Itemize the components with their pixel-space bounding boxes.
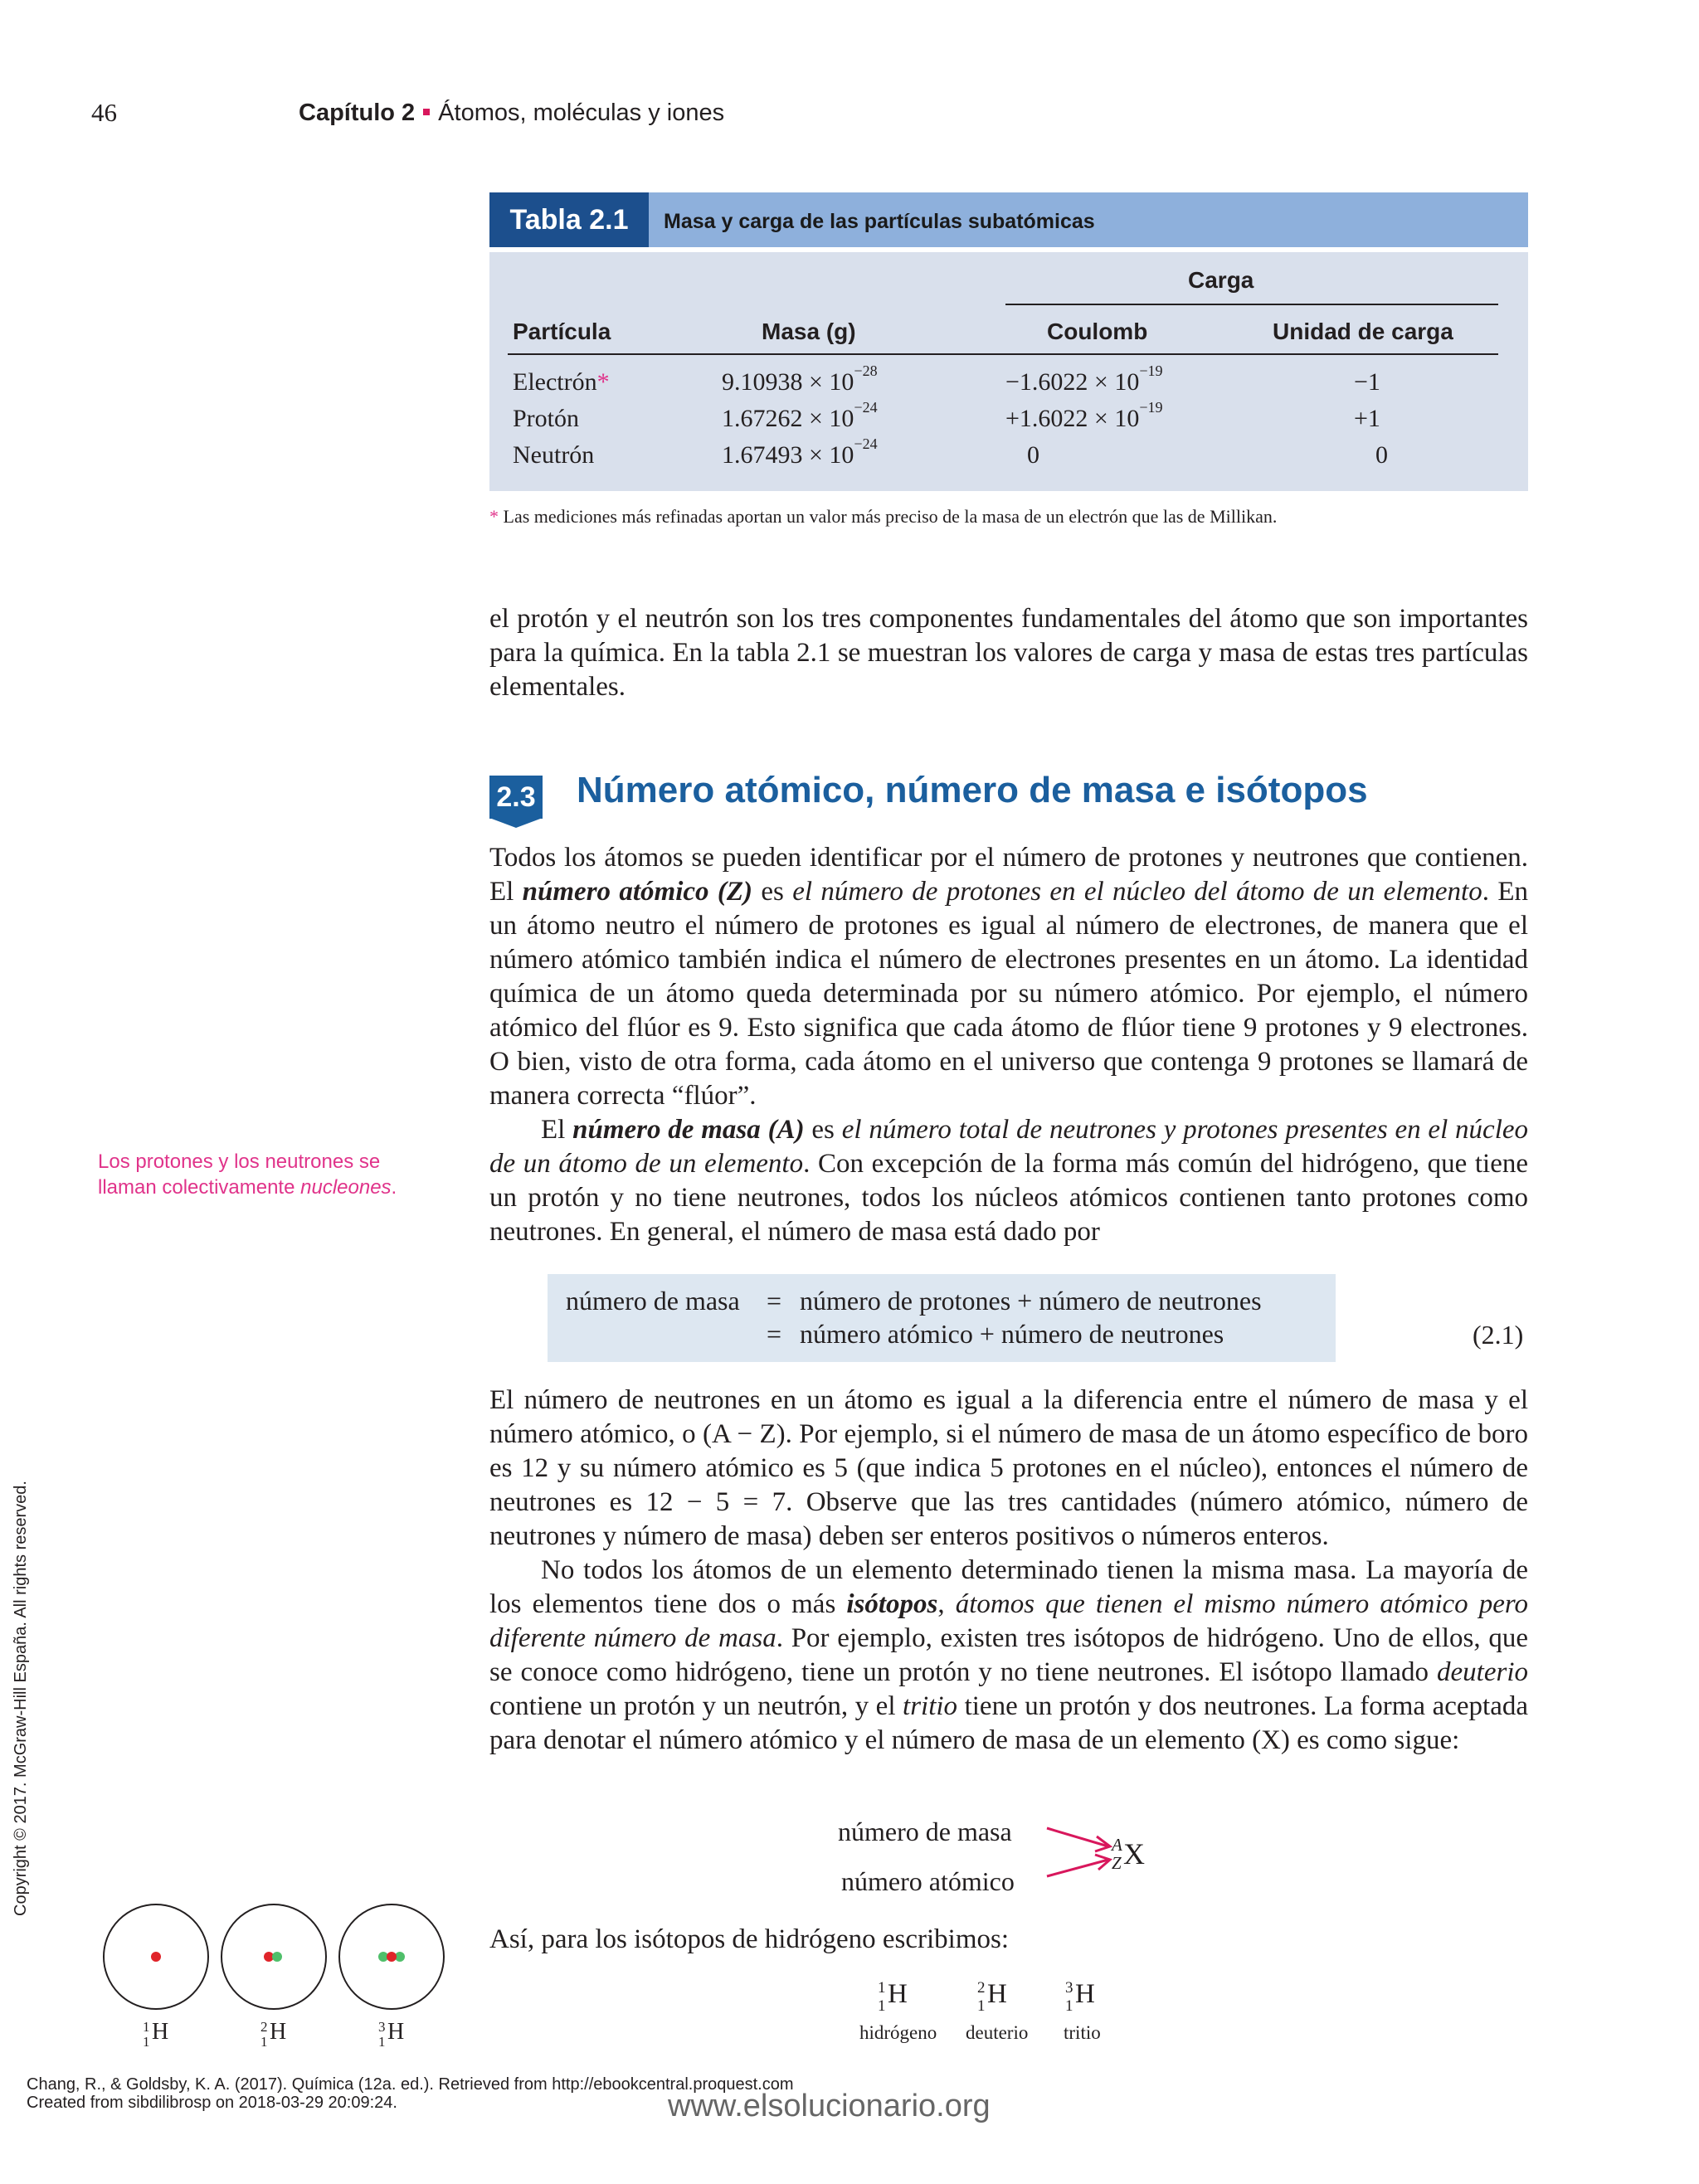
- isotope-name-tritium: tritio: [1064, 2022, 1101, 2043]
- intro-paragraph: el protón y el neutrón son los tres componentes fundamentales del átomo que son importantes para la química. En la tabla 2.1 se muestran los valores de carga y masa de estas tres partículas elementales.: [489, 604, 1528, 702]
- col-header-particle: Partícula: [513, 319, 611, 344]
- paragraph-atomic-number: Todos los átomos se pueden identificar por el número de protones y neutrones que contienen. El número atómico (Z) es el número de protones en el núcleo del átomo de un elemento. En un átomo neutro el número de protones es igual al número de electrones, de manera que el número atómico también indica el número de electrones presentes en un átomo. La identidad química de un átomo queda determinada por su número atómico. Por ejemplo, el número atómico del flúor es 9. Esto significa que cada átomo de flúor tiene 9 protones y 9 electrones. O bien, visto de otra forma, cada átomo en el universo que contenga 9 protones se llamará de manera correcta “flúor”.: [489, 843, 1528, 1111]
- section-title: Número atómico, número de masa e isótopos: [577, 770, 1368, 810]
- table-cell-mass: 9.10938 × 10−28: [722, 362, 878, 396]
- isotope-name-deuterium: deuterio: [966, 2022, 1029, 2043]
- table-footnote: * Las mediciones más refinadas aportan un valor más preciso de la masa de un electrón que las de Millikan.: [489, 506, 1278, 527]
- chapter-title: Átomos, moléculas y iones: [438, 100, 725, 126]
- col-header-mass: Masa (g): [762, 319, 856, 344]
- section-number-badge: 2.3: [489, 776, 543, 819]
- copyright-notice: Copyright © 2017. McGraw-Hill España. All rights reserved.: [12, 1481, 30, 1916]
- notation-subscript: Z: [1112, 1853, 1122, 1873]
- table-cell-particle: Neutrón: [513, 441, 595, 469]
- table-cell-particle: Protón: [513, 405, 580, 432]
- table-cell-unit: +1: [1354, 405, 1380, 432]
- notation-atomic-label: número atómico: [841, 1866, 1015, 1896]
- paragraph-isotope-intro: Así, para los isótopos de hidrógeno escribimos:: [489, 1924, 1010, 1954]
- table-group-rule: [1005, 304, 1498, 305]
- col-header-coulomb: Coulomb: [1047, 319, 1148, 344]
- col-header-unit: Unidad de carga: [1273, 319, 1453, 344]
- isotope-name-hydrogen: hidrógeno: [859, 2022, 937, 2043]
- equation-number: (2.1): [1473, 1320, 1524, 1350]
- chapter-label: Capítulo 2: [299, 100, 416, 126]
- equation-equals-2: =: [767, 1319, 782, 1349]
- table-title: Masa y carga de las partículas subatómicas: [664, 210, 1095, 233]
- margin-note: Los protones y los neutrones se llaman colectivamente nucleones.: [98, 1150, 397, 1199]
- table-cell-particle: Electrón*: [513, 368, 610, 396]
- equation-line-1: número de protones + número de neutrones: [800, 1286, 1262, 1316]
- watermark: www.elsolucionario.org: [668, 2089, 991, 2123]
- table-cell-coulomb: 0: [1027, 441, 1039, 469]
- bullet-square-icon: [423, 109, 430, 115]
- table-cell-unit: 0: [1375, 441, 1388, 469]
- proton-dot: [151, 1952, 161, 1962]
- source-line-1: Chang, R., & Goldsby, K. A. (2017). Química (12a. ed.). Retrieved from http://ebookcentral.proquest.com: [27, 2075, 794, 2094]
- equation-lhs: número de masa: [566, 1286, 740, 1316]
- atom-diagram-tritium: [338, 1904, 445, 2010]
- equation-line-2: número atómico + número de neutrones: [800, 1319, 1224, 1349]
- table-header-rule: [508, 353, 1498, 355]
- atom-diagram-hydrogen: [103, 1904, 209, 2010]
- paragraph-neutrons: El número de neutrones en un átomo es igual a la diferencia entre el número de masa y el número atómico, o (A − Z). Por ejemplo, si el número de masa de un átomo específico de boro es 12 y su número atómico es 5 (que indica 5 protones en el núcleo), entonces el número de neutrones es 12 − 5 = 7. Observe que las tres cantidades (número atómico, número de neutrones y número de masa) deben ser enteros positivos o números enteros.: [489, 1385, 1528, 1551]
- equation-equals-1: =: [767, 1286, 782, 1316]
- table-group-header: Carga: [1188, 267, 1254, 293]
- page-number: 46: [91, 98, 117, 127]
- table-cell-coulomb: −1.6022 × 10−19: [1005, 362, 1163, 396]
- notation-symbol: X: [1123, 1837, 1145, 1870]
- source-line-2: Created from sibdilibrosp on 2018-03-29 20:09:24.: [27, 2094, 397, 2112]
- atom-diagram-deuterium: [221, 1904, 327, 2010]
- notation-arrows: [1044, 1822, 1118, 1885]
- running-head: [299, 100, 724, 127]
- table-cell-unit: −1: [1354, 368, 1380, 396]
- notation-mass-label: número de masa: [838, 1817, 1012, 1846]
- body-text-block-2: [489, 1384, 1528, 1758]
- proton-dot: [387, 1952, 397, 1962]
- section-badge-tail: [489, 818, 543, 828]
- neutron-dot: [272, 1952, 282, 1962]
- notation-superscript: A: [1112, 1835, 1122, 1855]
- table-cell-mass: 1.67262 × 10−24: [722, 399, 878, 432]
- paragraph-isotopes: No todos los átomos de un elemento determinado tienen la misma masa. La mayoría de los elementos tiene dos o más isótopos, átomos que tienen el mismo número atómico pero diferente número de masa. Por ejemplo, existen tres isótopos de hidrógeno. Uno de ellos, que se conoce como hidrógeno, tiene un protón y no tiene neutrones. El isótopo llamado deuterio contiene un protón y un neutrón, y el tritio tiene un protón y dos neutrones. La forma aceptada para denotar el número atómico y el número de masa de un elemento (X) es como sigue:: [489, 1555, 1529, 1755]
- paragraph-mass-number: El número de masa (A) es el número total de neutrones y protones presentes en el núcleo de un átomo de un elemento. Con excepción de la forma más común del hidrógeno, que tiene un protón y no tiene neutrones, todos los núcleos atómicos contienen tanto protones como neutrones. En general, el número de masa está dado por: [489, 1115, 1529, 1247]
- table-cell-mass: 1.67493 × 10−24: [722, 435, 878, 469]
- table-cell-coulomb: +1.6022 × 10−19: [1005, 399, 1163, 432]
- body-text-block-1: [489, 841, 1528, 1249]
- table-tag: Tabla 2.1: [489, 192, 649, 247]
